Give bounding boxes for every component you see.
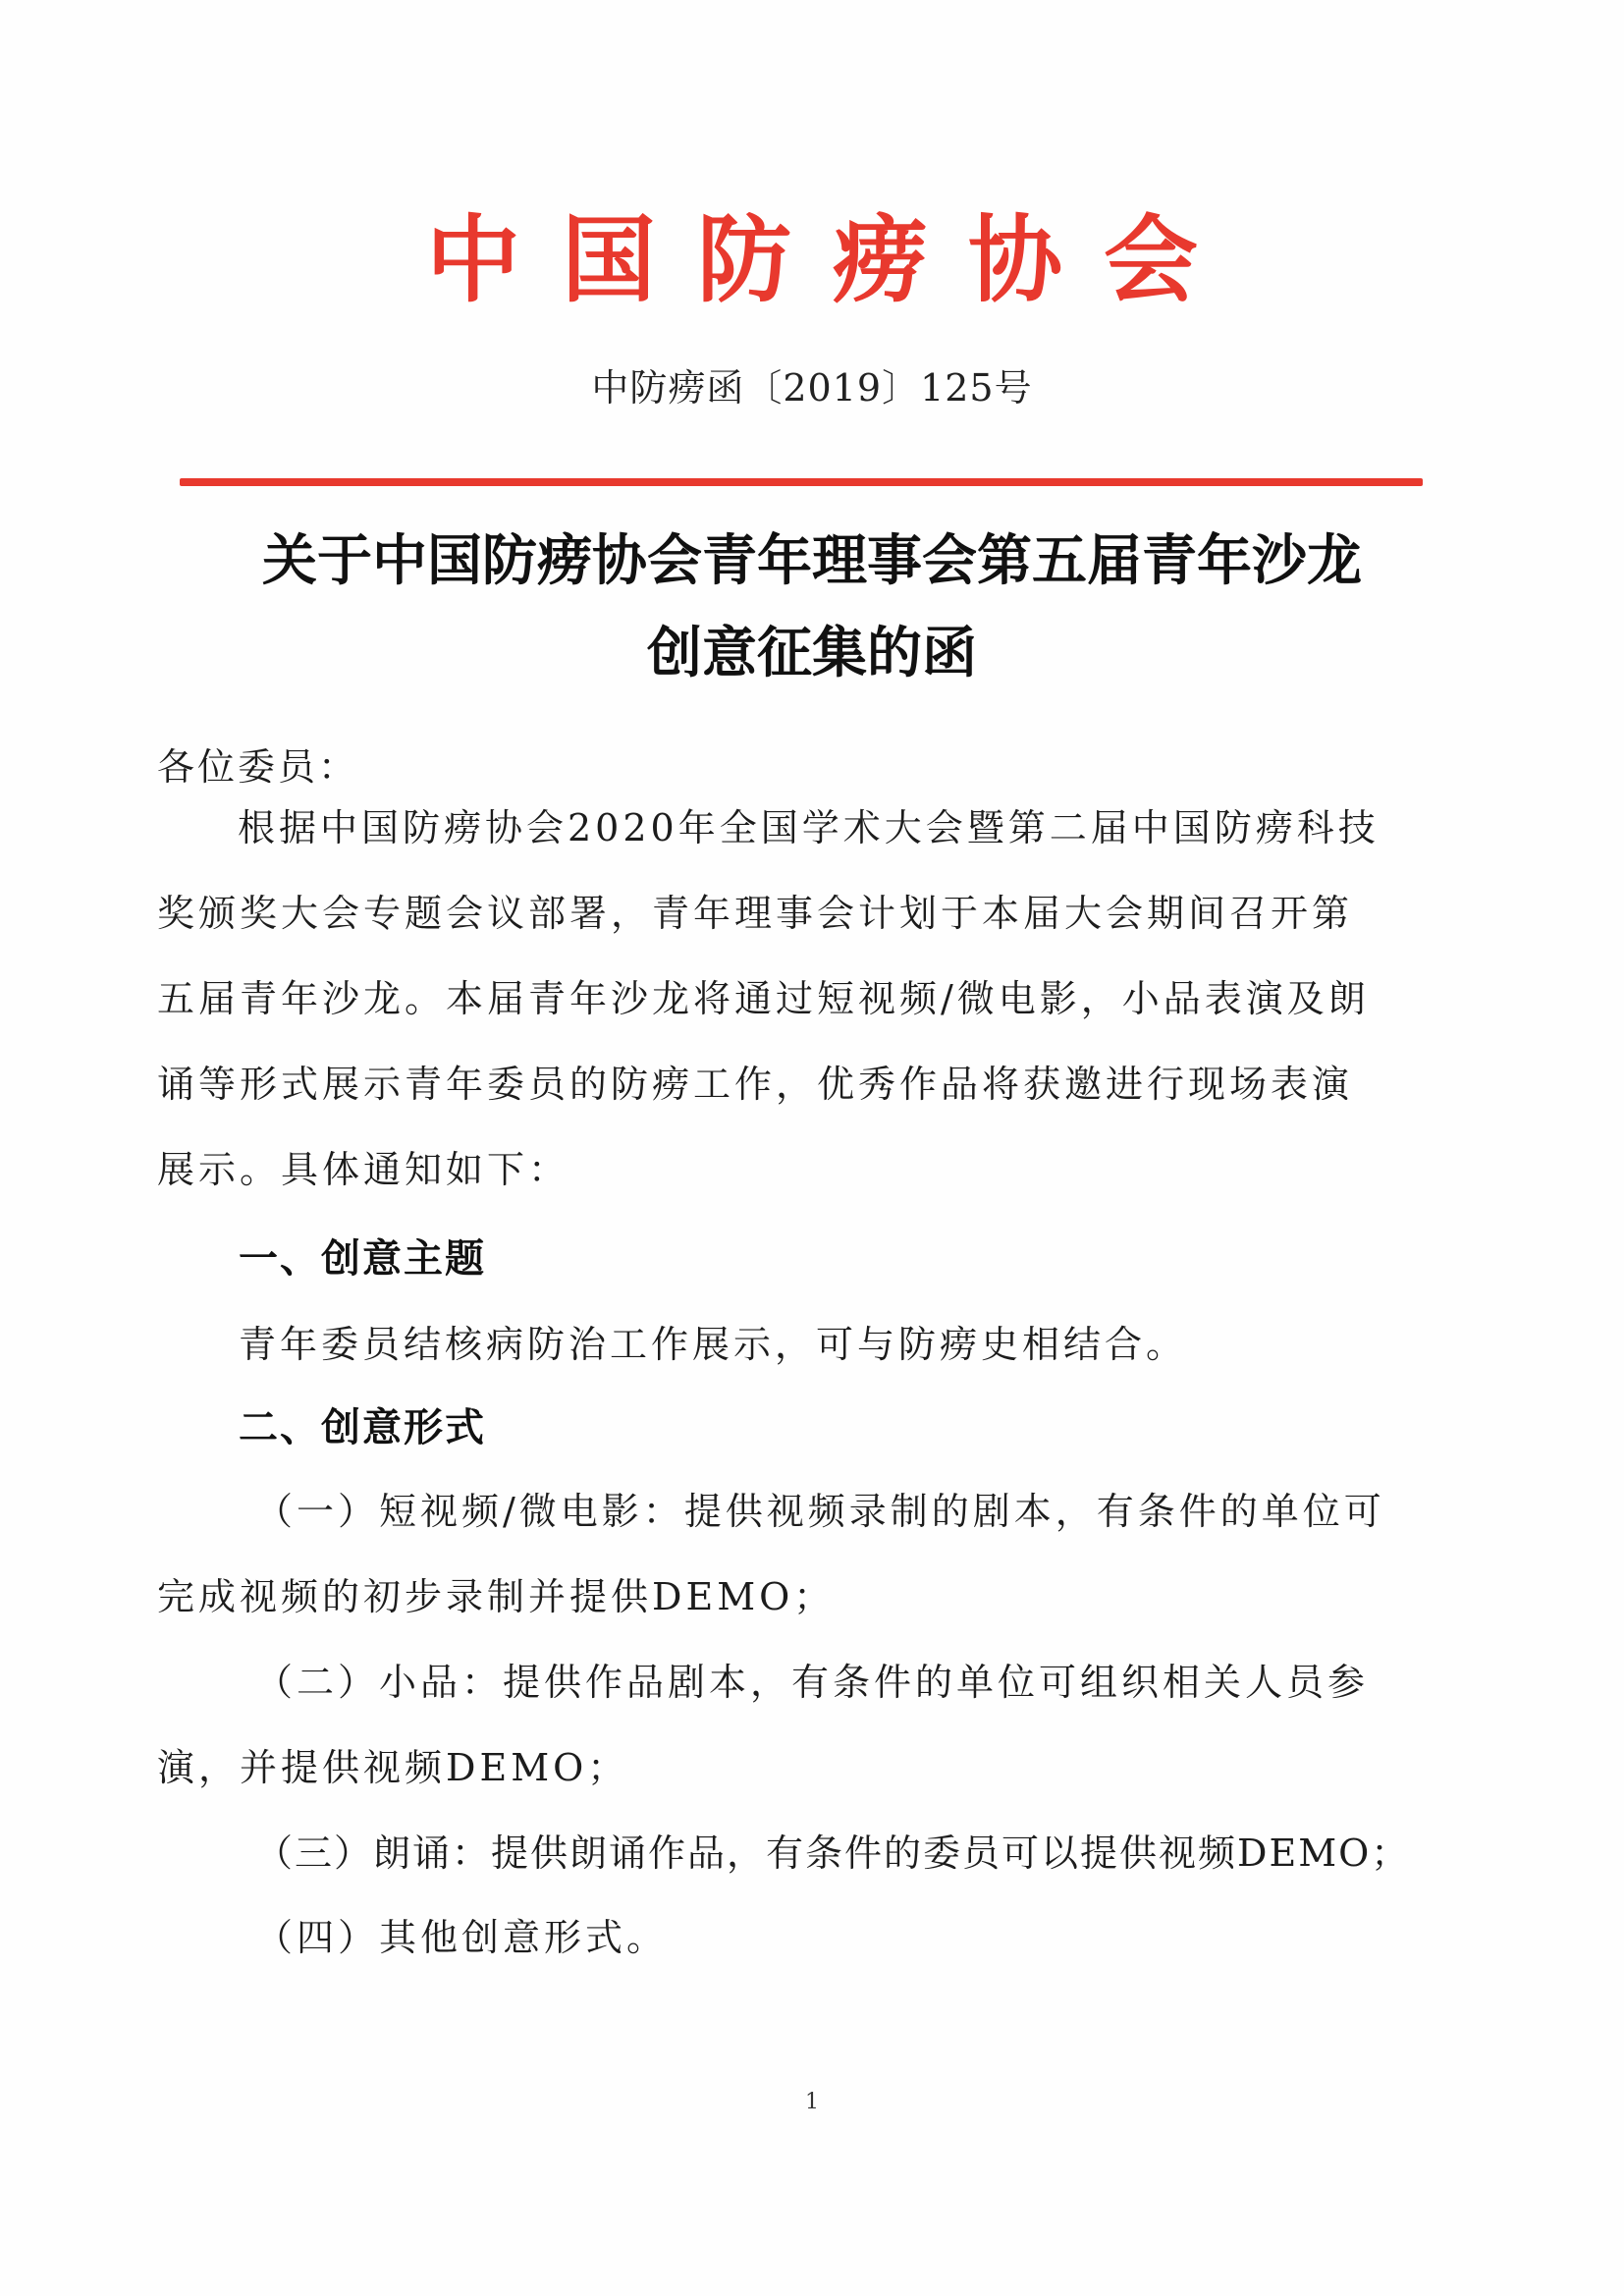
document-title-line-1: 关于中国防痨协会青年理事会第五届青年沙龙 bbox=[262, 528, 1362, 593]
form-item-2-line-2: 演，并提供视频DEMO； bbox=[157, 1746, 629, 1789]
intro-paragraph bbox=[157, 786, 1443, 1213]
intro-line: 五届青年沙龙。本届青年沙龙将通过短视频/微电影，小品表演及朗 bbox=[157, 977, 1370, 1020]
form-item-1-line-2: 完成视频的初步录制并提供DEMO； bbox=[157, 1575, 836, 1618]
document-number: 中防痨函〔2019〕125号 bbox=[591, 366, 1033, 410]
intro-line: 奖颁奖大会专题会议部署，青年理事会计划于本届大会期间召开第 bbox=[157, 892, 1354, 935]
form-item-4: （四）其他创意形式。 bbox=[255, 1916, 669, 1959]
section-theme-text: 青年委员结核病防治工作展示，可与防痨史相结合。 bbox=[239, 1323, 1188, 1366]
organization-name: 中国防痨协会 bbox=[426, 205, 1239, 315]
document-title-line-2: 创意征集的函 bbox=[647, 621, 977, 685]
intro-line: 根据中国防痨协会2020年全国学术大会暨第二届中国防痨科技 bbox=[238, 806, 1380, 849]
form-item-3: （三）朗诵：提供朗诵作品，有条件的委员可以提供视频DEMO； bbox=[255, 1831, 1411, 1875]
section-heading-theme: 一、创意主题 bbox=[239, 1236, 486, 1282]
form-item-2 bbox=[157, 1640, 1443, 1811]
red-divider-line bbox=[180, 478, 1423, 486]
form-item-1-line-1: （一）短视频/微电影：提供视频录制的剧本，有条件的单位可 bbox=[255, 1490, 1385, 1533]
form-item-1 bbox=[157, 1469, 1443, 1640]
section-heading-form: 二、创意形式 bbox=[239, 1405, 486, 1450]
form-item-2-line-1: （二）小品：提供作品剧本，有条件的单位可组织相关人员参 bbox=[255, 1661, 1370, 1704]
intro-line: 诵等形式展示青年委员的防痨工作，优秀作品将获邀进行现场表演 bbox=[157, 1063, 1354, 1106]
intro-line: 展示。具体通知如下： bbox=[157, 1148, 570, 1191]
page-number: 1 bbox=[805, 2090, 819, 2114]
salutation: 各位委员： bbox=[157, 745, 359, 789]
